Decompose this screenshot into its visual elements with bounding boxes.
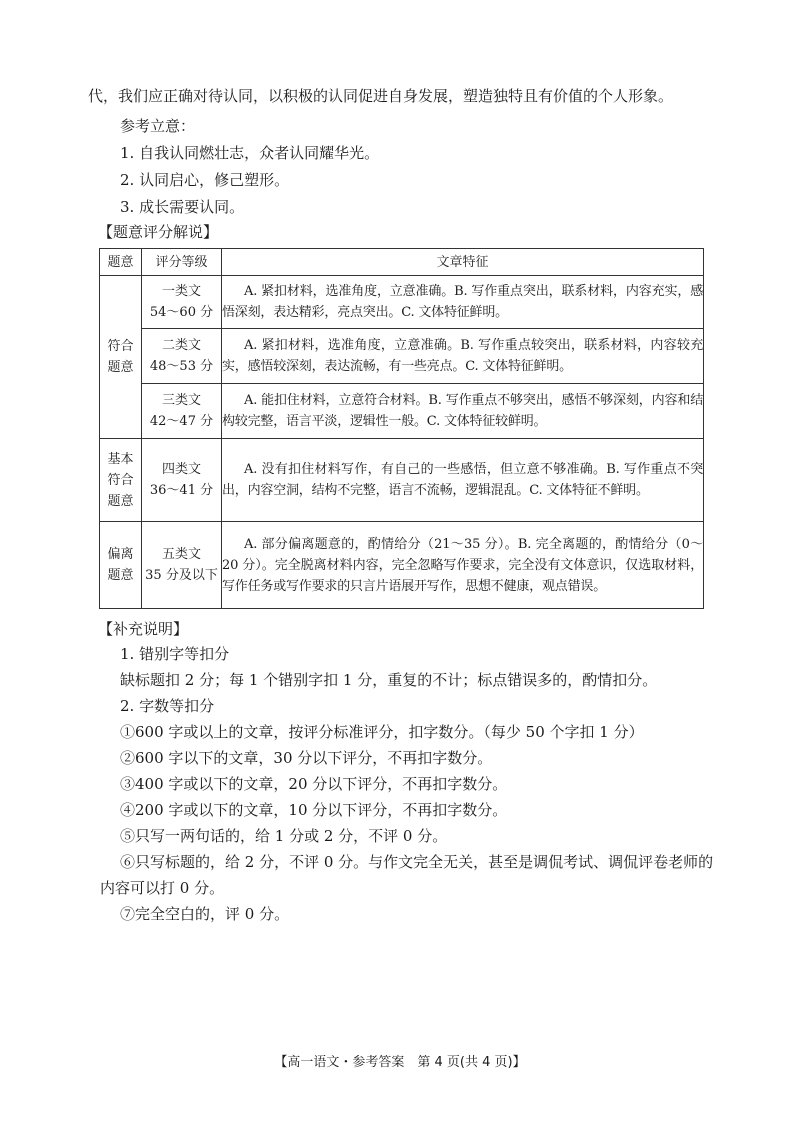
supplement-item: ⑦完全空白的，评 0 分。 [120, 905, 290, 923]
grade-cell [142, 276, 222, 329]
features-text: A. 部分偏离题意的，酌情给分（21～35 分）。B. 完全离题的，酌情给分（0～20 分）。完全脱离材料内容，完全忽略写作要求，完全没有文体意识，仅选取材料，写作任务或写作要求的只言片语展开写作，思想不健康，观点错误。 [222, 536, 703, 594]
table-row [100, 439, 704, 522]
reference-theme-item: 1. 自我认同燃壮志，众者认同耀华光。 [120, 144, 380, 162]
header-grade: 评分等级 [142, 249, 222, 276]
grade-cell [142, 329, 222, 384]
supplement-subheading: 2. 字数等扣分 [120, 697, 215, 715]
supplement-item: ③400 字或以下的文章，20 分以下评分，不再扣字数分。 [120, 775, 508, 793]
header-topic: 题意 [100, 249, 142, 276]
features-text: A. 紧扣材料，选准角度，立意准确。B. 写作重点较突出，联系材料，内容较充实，感悟较深刻，表达流畅，有一些亮点。C. 文体特征鲜明。 [222, 338, 703, 374]
table-row [100, 522, 704, 609]
supplement-item: ②600 字以下的文章，30 分以下评分，不再扣字数分。 [120, 749, 493, 767]
category-line: 符合 [107, 339, 134, 354]
category-cell [100, 522, 142, 609]
grade-name: 三类文 [161, 393, 201, 408]
supplement-item: ⑤只写一两句话的，给 1 分或 2 分，不评 0 分。 [120, 827, 448, 845]
grade-range: 54～60 分 [149, 305, 214, 320]
grade-name: 五类文 [161, 547, 201, 562]
table-row [100, 329, 704, 384]
page-footer: 【高一语文・参考答案 第 4 页(共 4 页)】 [274, 1055, 526, 1070]
grade-cell [142, 522, 222, 609]
grading-table [99, 248, 704, 609]
category-line: 题意 [107, 360, 134, 375]
table-header-row [100, 249, 704, 276]
grade-range: 42～47 分 [149, 414, 214, 429]
reference-theme-item: 2. 认同启心，修己塑形。 [120, 171, 290, 189]
grade-name: 四类文 [161, 462, 201, 477]
grade-cell [142, 439, 222, 522]
grade-range: 48～53 分 [149, 359, 214, 374]
grade-range: 36～41 分 [149, 483, 214, 498]
features-cell [222, 276, 704, 329]
features-cell [222, 384, 704, 439]
features-text: A. 能扣住材料，立意符合材料。B. 写作重点不够突出，感悟不够深刻，内容和结构较完整，语言平淡，逻辑性一般。C. 文体特征较鲜明。 [222, 393, 703, 429]
features-text: A. 紧扣材料，选准角度，立意准确。B. 写作重点突出，联系材料，内容充实，感悟深刻，表达精彩，亮点突出。C. 文体特征鲜明。 [222, 284, 703, 320]
supplement-item: ①600 字或以上的文章，按评分标准评分，扣字数分。（每少 50 个字扣 1 分） [120, 723, 644, 741]
grading-section-title: 【题意评分解说】 [98, 223, 219, 241]
supplement-item: ④200 字或以下的文章，10 分以下评分，不再扣字数分。 [120, 801, 508, 819]
supplement-title: 【补充说明】 [98, 620, 189, 638]
intro-paragraph-end: 代，我们应正确对待认同，以积极的认同促进自身发展，塑造独特且有价值的个人形象。 [88, 87, 674, 105]
category-line: 题意 [107, 493, 134, 509]
supplement-text: 缺标题扣 2 分；每 1 个错别字扣 1 分，重复的不计；标点错误多的，酌情扣分。 [120, 671, 658, 689]
header-features: 文章特征 [222, 249, 704, 276]
grade-name: 二类文 [161, 338, 201, 353]
category-line: 题意 [107, 568, 134, 583]
features-cell [222, 439, 704, 522]
features-text: A. 没有扣住材料写作，有自己的一些感悟，但立意不够准确。B. 写作重点不突出，内容空洞，结构不完整，语言不流畅，逻辑混乱。C. 文体特征不鲜明。 [222, 462, 703, 498]
grade-range: 35 分及以下 [145, 568, 218, 583]
reference-theme-item: 3. 成长需要认同。 [120, 198, 245, 216]
supplement-subheading: 1. 错别字等扣分 [120, 645, 230, 663]
supplement-item: ⑥只写标题的，给 2 分，不评 0 分。与作文完全无关，甚至是调侃考试、调侃评卷老师的 [120, 853, 714, 871]
table-row [100, 384, 704, 439]
category-line: 基本 [107, 451, 134, 467]
category-line: 偏离 [107, 547, 134, 562]
category-cell [100, 439, 142, 522]
features-cell [222, 329, 704, 384]
table-row [100, 276, 704, 329]
grade-name: 一类文 [161, 284, 201, 299]
category-line: 符合 [107, 472, 134, 488]
grade-cell [142, 384, 222, 439]
reference-theme-title: 参考立意： [120, 117, 196, 135]
supplement-item-continuation: 内容可以打 0 分。 [100, 879, 225, 897]
features-cell [222, 522, 704, 609]
category-cell [100, 276, 142, 439]
